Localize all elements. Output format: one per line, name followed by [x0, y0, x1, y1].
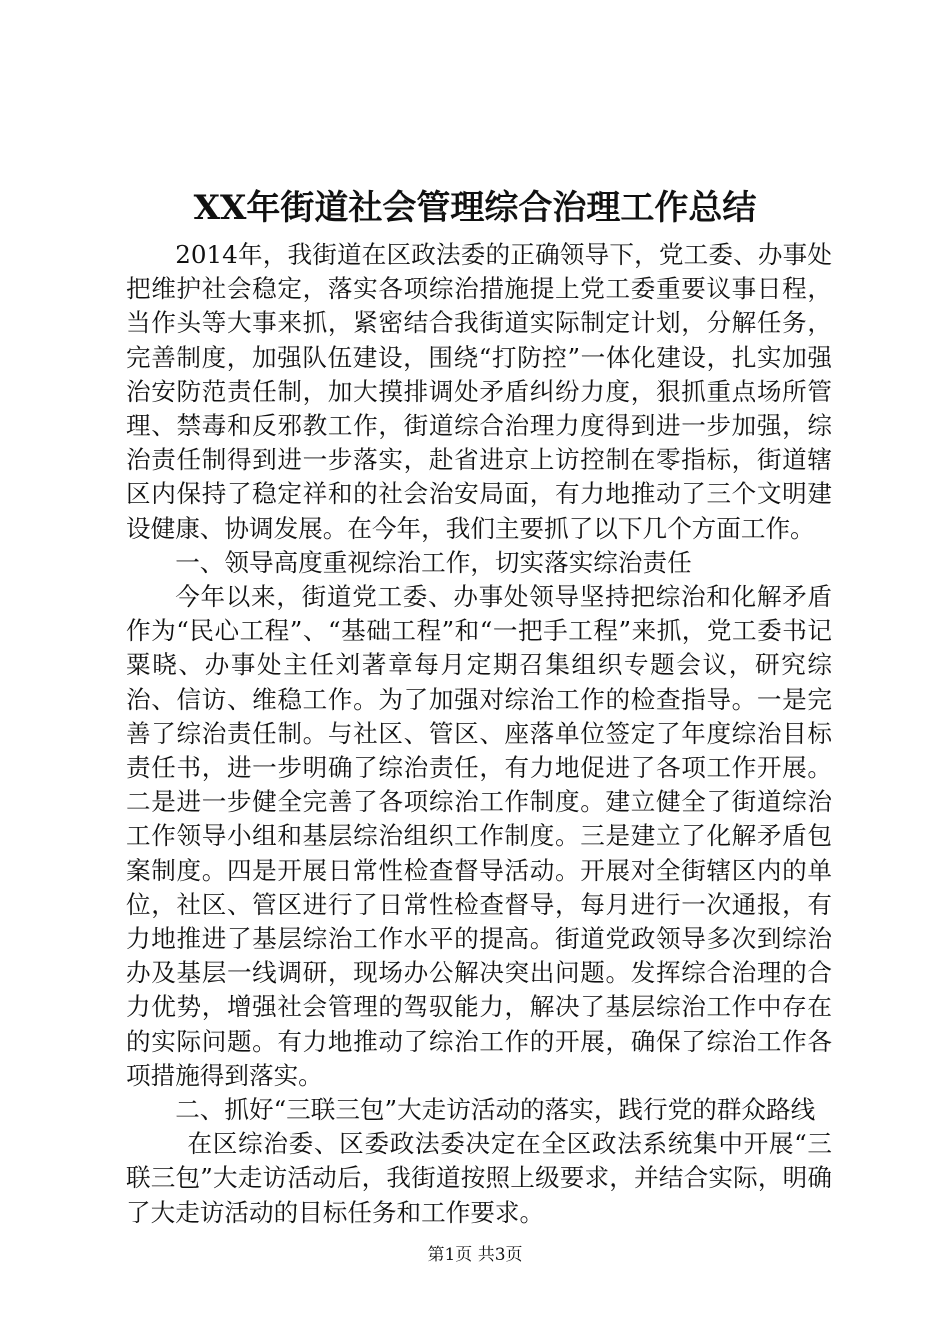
paragraph-intro: 2014年，我街道在区政法委的正确领导下，党工委、办事处把维护社会稳定，落实各项综治措施提上党工委重要议事日程，当作头等大事来抓，紧密结合我街道实际制定计划，分解任务，完善制度，加强队伍建设，围绕“打防控”一体化建设，扎实加强治安防范责任制，加大摸排调处矛盾纠纷力度，狠抓重点场所管理、禁毒和反邪教工作，街道综合治理力度得到进一步加强，综治责任制得到进一步落实，赴省进京上访控制在零指标，街道辖区内保持了稳定祥和的社会治安局面，有力地推动了三个文明建设健康、协调发展。在今年，我们主要抓了以下几个方面工作。 [126, 240, 832, 543]
section-heading-2: 二、抓好“三联三包”大走访活动的落实，践行党的群众路线 [175, 1095, 816, 1125]
section-heading-1: 一、领导高度重视综治工作，切实落实综治责任 [175, 547, 692, 577]
paragraph-section-1: 今年以来，街道党工委、办事处领导坚持把综治和化解矛盾作为“民心工程”、“基础工程”和“一把手工程”来抓，党工委书记粟晓、办事处主任刘著章每月定期召集组织专题会议，研究综治、信访、维稳工作。为了加强对综治工作的检查指导。一是完善了综治责任制。与社区、管区、座落单位签定了年度综治目标责任书，进一步明确了综治责任，有力地促进了各项工作开展。二是进一步健全完善了各项综治工作制度。建立健全了街道综治工作领导小组和基层综治组织工作制度。三是建立了化解矛盾包案制度。四是开展日常性检查督导活动。开展对全街辖区内的单位，社区、管区进行了日常性检查督导，每月进行一次通报，有力地推进了基层综治工作水平的提高。街道党政领导多次到综治办及基层一线调研，现场办公解决突出问题。发挥综合治理的合力优势，增强社会管理的驾驭能力，解决了基层综治工作中存在的实际问题。有力地推动了综治工作的开展，确保了综治工作各项措施得到落实。 [126, 582, 832, 1090]
page-number-footer: 第1页 共3页 [427, 1245, 523, 1265]
paragraph-section-2: 在区综治委、区委政法委决定在全区政法系统集中开展“三联三包”大走访活动后，我街道按照上级要求，并结合实际，明确了大走访活动的目标任务和工作要求。 [126, 1129, 832, 1227]
document-title: XX年街道社会管理综合治理工作总结 [193, 188, 757, 228]
document-body [126, 238, 832, 1230]
